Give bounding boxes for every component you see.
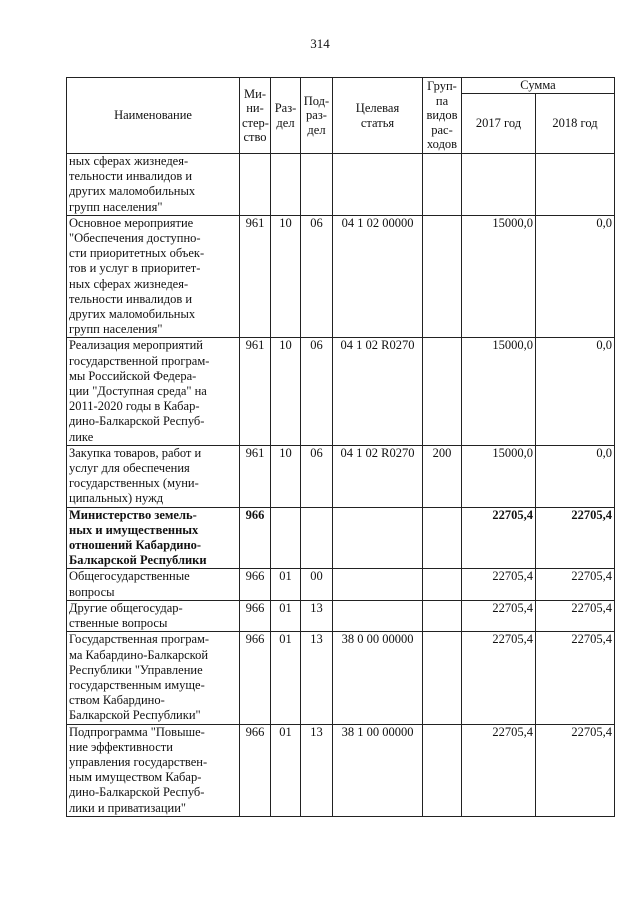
table-row <box>67 600 615 631</box>
row-sum-2017: 22705,4 <box>462 632 536 724</box>
row-section: 01 <box>271 724 301 816</box>
budget-table <box>66 77 615 817</box>
row-ministry: 966 <box>240 724 271 816</box>
row-subsection <box>301 154 333 216</box>
row-name: Закупка товаров, работ и услуг для обеспечения государственных (муни- ципальных) нужд <box>67 445 240 507</box>
row-target: 04 1 02 R0270 <box>333 445 423 507</box>
row-sum-2018: 0,0 <box>536 338 615 445</box>
header-ministry: Ми- ни- стер- ство <box>240 78 271 154</box>
row-sum-2018: 0,0 <box>536 445 615 507</box>
row-subsection: 13 <box>301 600 333 631</box>
row-name: Министерство земель- ных и имущественных отношений Кабардино- Балкарской Республики <box>67 507 240 569</box>
row-ministry: 961 <box>240 338 271 445</box>
row-sum-2017: 22705,4 <box>462 724 536 816</box>
row-sum-2017: 15000,0 <box>462 445 536 507</box>
row-name: Реализация мероприятий государственной програм- мы Российской Федера- ции "Доступная среда" на 2011-2020 годы в Кабар- дино-Балкарской Респуб- лике <box>67 338 240 445</box>
row-name: ных сферах жизнедея- тельности инвалидов и других маломобильных групп населения" <box>67 154 240 216</box>
row-group <box>423 632 462 724</box>
row-section: 01 <box>271 569 301 600</box>
row-ministry: 966 <box>240 600 271 631</box>
table-row <box>67 569 615 600</box>
row-ministry: 961 <box>240 215 271 338</box>
header-2017: 2017 год <box>462 94 536 154</box>
row-group <box>423 569 462 600</box>
row-section: 10 <box>271 215 301 338</box>
row-group <box>423 338 462 445</box>
header-2018: 2018 год <box>536 94 615 154</box>
table-row <box>67 724 615 816</box>
row-sum-2018: 22705,4 <box>536 569 615 600</box>
table-header <box>67 78 615 154</box>
page-number: 314 <box>310 36 330 51</box>
row-name: Основное мероприятие "Обеспечения доступно- сти приоритетных объек- тов и услуг в приоритет- ных сферах жизнедея- тельности инвалидов и других маломобильных групп населения" <box>67 215 240 338</box>
table-row <box>67 632 615 724</box>
row-sum-2018 <box>536 154 615 216</box>
row-subsection: 06 <box>301 338 333 445</box>
row-target: 04 1 02 R0270 <box>333 338 423 445</box>
row-section: 01 <box>271 632 301 724</box>
row-ministry: 966 <box>240 507 271 569</box>
header-sum: Сумма <box>462 78 615 94</box>
row-sum-2017 <box>462 154 536 216</box>
row-name: Государственная програм- ма Кабардино-Балкарской Республики "Управление государственным имуще- ством Кабардино- Балкарской Республики" <box>67 632 240 724</box>
table-row <box>67 154 615 216</box>
header-group: Груп- па видов рас- ходов <box>423 78 462 154</box>
row-target <box>333 507 423 569</box>
row-sum-2018: 22705,4 <box>536 600 615 631</box>
row-subsection: 13 <box>301 724 333 816</box>
row-ministry: 966 <box>240 632 271 724</box>
row-group <box>423 215 462 338</box>
row-sum-2018: 22705,4 <box>536 507 615 569</box>
header-target: Целевая статья <box>333 78 423 154</box>
row-sum-2017: 15000,0 <box>462 215 536 338</box>
table-body <box>67 154 615 817</box>
row-ministry: 966 <box>240 569 271 600</box>
row-sum-2018: 22705,4 <box>536 724 615 816</box>
row-name: Подпрограмма "Повыше- ние эффективности управления государствен- ным имуществом Кабар- дино-Балкарской Респуб- лики и приватизации" <box>67 724 240 816</box>
table-row <box>67 215 615 338</box>
header-section: Раз- дел <box>271 78 301 154</box>
row-group: 200 <box>423 445 462 507</box>
table-row <box>67 338 615 445</box>
row-target: 38 1 00 00000 <box>333 724 423 816</box>
row-target <box>333 600 423 631</box>
row-subsection: 00 <box>301 569 333 600</box>
row-name: Другие общегосудар- ственные вопросы <box>67 600 240 631</box>
row-target: 38 0 00 00000 <box>333 632 423 724</box>
row-target <box>333 569 423 600</box>
row-subsection: 13 <box>301 632 333 724</box>
row-name: Общегосударственные вопросы <box>67 569 240 600</box>
row-subsection: 06 <box>301 215 333 338</box>
row-sum-2017: 15000,0 <box>462 338 536 445</box>
row-group <box>423 724 462 816</box>
header-subsection: Под- раз- дел <box>301 78 333 154</box>
row-sum-2018: 0,0 <box>536 215 615 338</box>
table-row <box>67 445 615 507</box>
header-name: Наименование <box>67 78 240 154</box>
row-section <box>271 154 301 216</box>
row-sum-2017: 22705,4 <box>462 507 536 569</box>
row-subsection <box>301 507 333 569</box>
row-subsection: 06 <box>301 445 333 507</box>
row-sum-2017: 22705,4 <box>462 569 536 600</box>
row-target <box>333 154 423 216</box>
row-target: 04 1 02 00000 <box>333 215 423 338</box>
row-sum-2018: 22705,4 <box>536 632 615 724</box>
row-ministry: 961 <box>240 445 271 507</box>
row-group <box>423 600 462 631</box>
row-section: 10 <box>271 338 301 445</box>
row-section <box>271 507 301 569</box>
row-sum-2017: 22705,4 <box>462 600 536 631</box>
row-group <box>423 154 462 216</box>
row-section: 01 <box>271 600 301 631</box>
row-group <box>423 507 462 569</box>
row-ministry <box>240 154 271 216</box>
table-row <box>67 507 615 569</box>
row-section: 10 <box>271 445 301 507</box>
